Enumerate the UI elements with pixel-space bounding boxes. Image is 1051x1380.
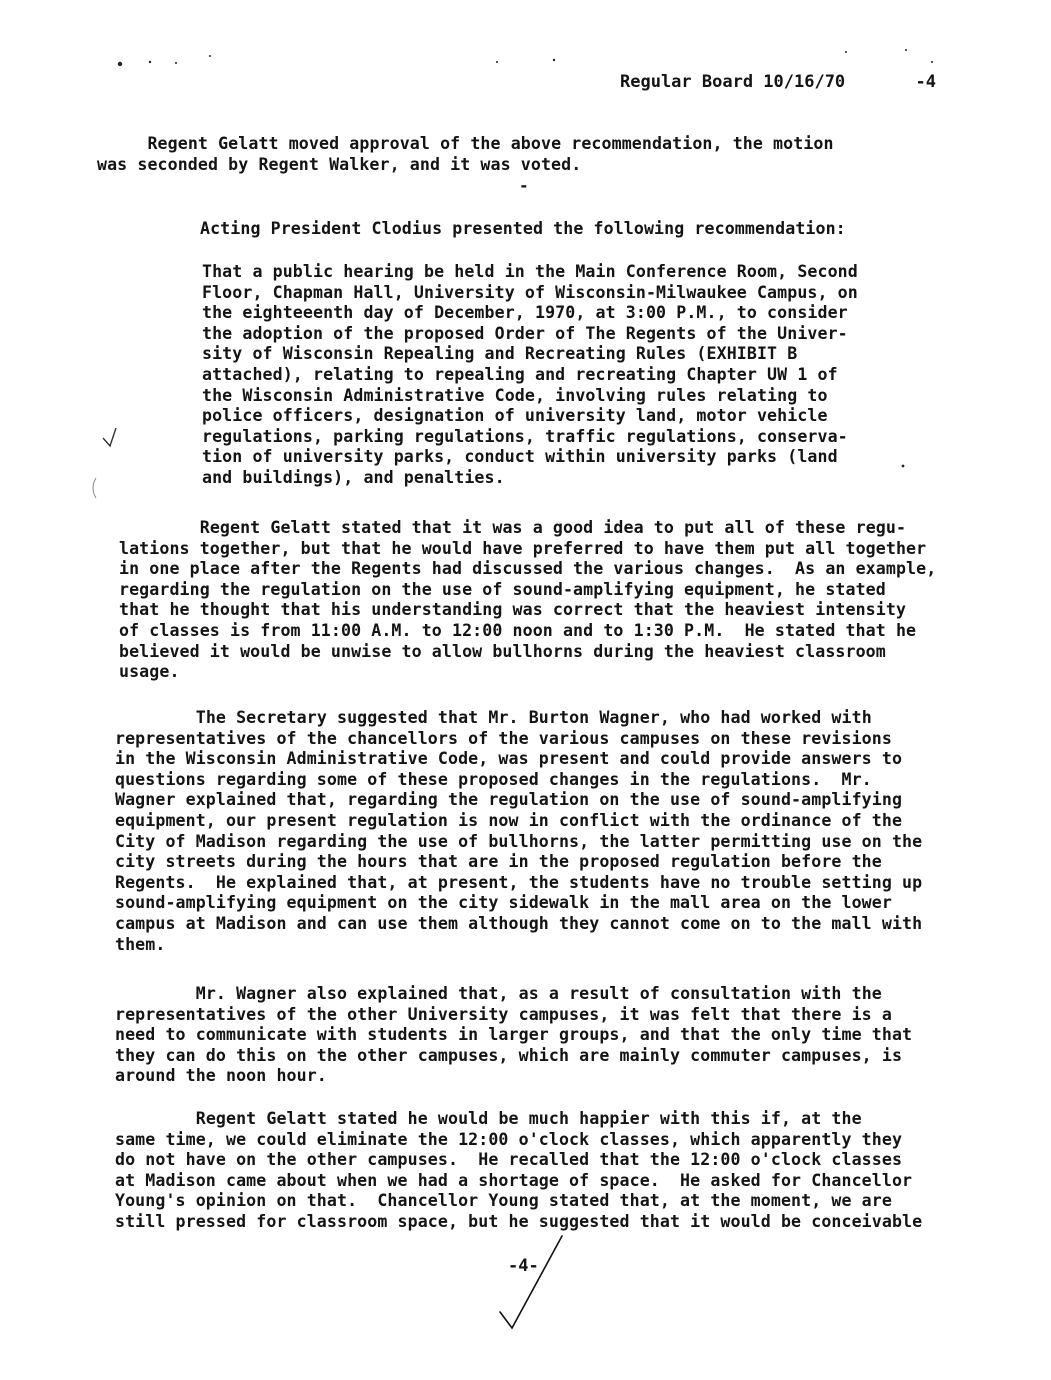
check-mark	[500, 1236, 562, 1328]
paragraph-recommendation-text: That a public hearing be held in the Main Conference Room, Second Floor, Chapman Hall, University of Wisconsin-Milwaukee Campus, on the eighteeenth day of December, 1970, at 3:00 P.M., to consider the adoption of the proposed Order of The Regents of the Univer- sity of Wisconsin Repealing and Recreating Rules (EXHIBIT B attached), relating to repealing and recreating Chapter UW 1 of the Wisconsin Administrative Code, involving rules relating to police officers, designation of university land, motor vehicle regulations, parking regulations, traffic regulations, conserva- tion of university parks, conduct within university parks (land and buildings), and penalties.	[202, 262, 858, 487]
page-header	[620, 72, 950, 92]
paragraph-gelatt-classes: Regent Gelatt stated he would be much happier with this if, at the same time, we could eliminate the 12:00 o'clock classes, which apparently they do not have on the other campuses. He recalled that the 12:00 o'clock classes at Madison came about when we had a shortage of space. He asked for Chancellor Young's opinion on that. Chancellor Young stated that, at the moment, we are still pressed for classroom space, but he suggested that it would be conceivable	[115, 1109, 923, 1231]
paragraph-gelatt-statement: Regent Gelatt stated that it was a good idea to put all of these regu- lations together, but that he would have preferred to have them put all together in one place after the Regents had discussed the various changes. As an example, regarding the regulation on the use of sound-amplifying equipment, he stated that he thought that his understanding was correct that the heaviest intensity of classes is from 11:00 A.M. to 12:00 noon and to 1:30 P.M. He stated that he believed it would be unwise to allow bullhorns during the heaviest classroom usage.	[119, 518, 937, 682]
paragraph-motion-approval: Regent Gelatt moved approval of the above recommendation, the motion was seconded by Regent Walker, and it was voted.	[97, 134, 834, 174]
margin-check-mark	[103, 428, 116, 446]
header-page-number: -4	[915, 72, 936, 92]
paragraph-recommendation-intro: Acting President Clodius presented the following recommendation:	[200, 219, 846, 238]
paragraph-secretary-suggestion: The Secretary suggested that Mr. Burton Wagner, who had worked with representatives of the chancellors of the various campuses on these revisions in the Wisconsin Administrative Code, was present and could provide answers to questions regarding some of these proposed changes in the regulations. Mr. Wagner explained that, regarding the regulation on the use of sound-amplifying equipment, our present regulation is now in conflict with the ordinance of the City of Madison regarding the use of bullhorns, the latter permitting use on the city streets during the hours that are in the proposed regulation before the Regents. He explained that, at present, the students have no trouble setting up sound-amplifying equipment on the city sidewalk in the mall area on the lower campus at Madison and can use them although they cannot come on to the mall with them.	[115, 708, 923, 954]
footer-page-number: -4-	[508, 1256, 539, 1276]
paragraph-wagner-explanation: Mr. Wagner also explained that, as a result of consultation with the representatives of the other University campuses, it was felt that there is a need to communicate with students in larger groups, and that the only time that they can do this on the other campuses, which are mainly commuter campuses, is around the noon hour.	[115, 984, 913, 1086]
header-title: Regular Board 10/16/70	[620, 72, 846, 92]
separator-dash: -	[519, 176, 529, 195]
